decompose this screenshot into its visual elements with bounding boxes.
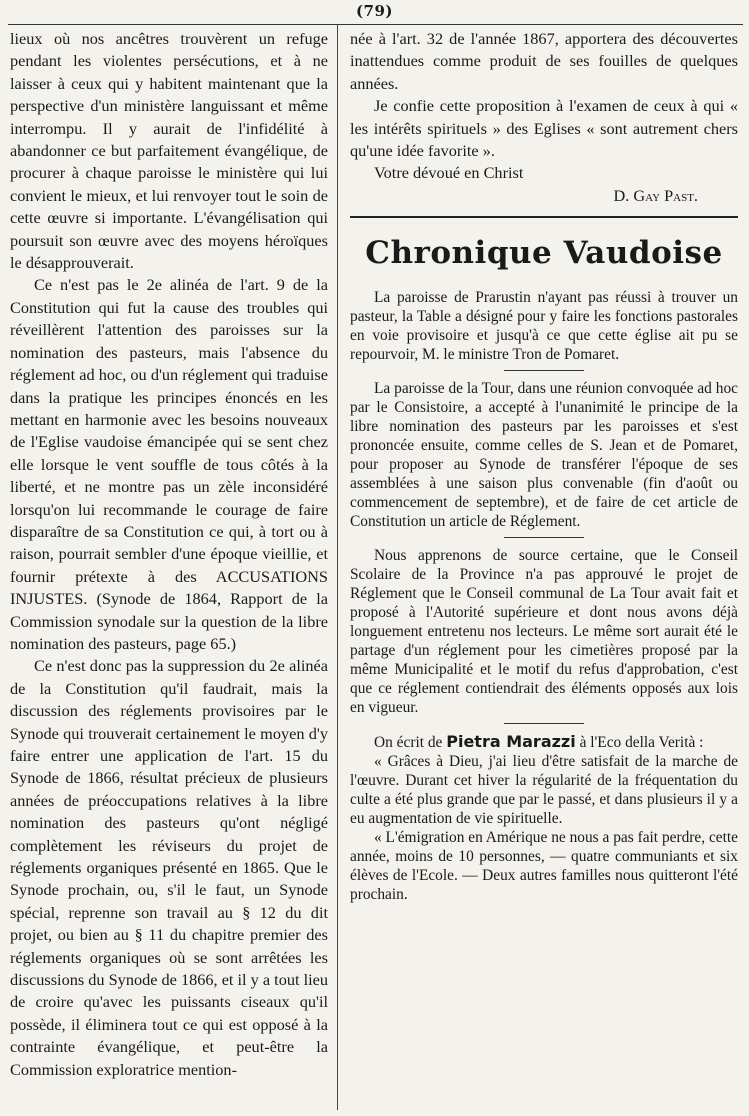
left-paragraph-3: Ce n'est donc pas la suppression du 2e alinéa de la Constitution qu'il faudrait, mais la discussion des réglements provisoires par le Synode qui trouverait certainement le moyen d'y faire entrer une application de l'art. 15 du Synode de 1866, résultat précieux de plusieurs années de préoccupations relatives à la libre nomination des pasteurs qu'ont négligé complètement les réviseurs du projet de réglements organiques présenté en 1865. Que le Synode prochain, ou, s'il le faut, un Synode spécial, reprenne son travail au § 12 du dit projet, ou bien au § 11 du chapitre premier des réglements organiques où se sont arrêtées les discussions du Synode de 1866, et il y a tout lieu de croire qu'avec les puissants ciseaux qu'il possède, il éliminera tout ce qui est opposé à la contrainte évangélique, et peut-être la Commission exploratrice mention- (10, 656, 328, 1079)
separator-rule (504, 370, 584, 371)
news-item-la-tour: La paroisse de la Tour, dans une réunion convoquée ad hoc par le Consistoire, a accepté à l'unanimité le principe de la libre nomination des pasteurs par les paroisses et s'est prononcée ensuite, comme celles de S. Jean et de Pomaret, pour proposer au Synode de transférer l'époque de ses assemblées à une saison plus convenable (fin d'août ou commencement de septembre), et de faire de cet article de Constitution un article de Réglement. (350, 380, 738, 531)
quote-paragraph-1: « Grâces à Dieu, j'ai lieu d'être satisfait de la marche de l'œuvre. Durant cet hiver la régularité de la fréquentation du culte a été plus grande que par le passé, et dans plusieurs il y a eu augmentation de vie spirituelle. (350, 753, 738, 828)
news-item-prarustin: La paroisse de Prarustin n'ayant pas réussi à trouver un pasteur, la Table a désigné pour y faire les fonctions pastorales en voie provisoire et jusqu'à ce que cette église ait pu se repourvoir, M. le ministre Tron de Pomaret. (350, 289, 738, 364)
closing-salutation: Votre dévoué en Christ (374, 163, 524, 183)
intro-text: On écrit de (374, 734, 443, 752)
signature: D. Gay Past. (613, 185, 698, 205)
separator-rule (504, 723, 584, 724)
news-item-pietra-marazzi-intro (350, 732, 738, 752)
place-name: Pietra Marazzi (446, 732, 576, 752)
left-column (10, 28, 328, 1081)
left-paragraph-1: lieux où nos ancêtres trouvèrent un refuge pendant les violentes persécutions, et à ne laisser à ceux qui y habitent maintenant que la perspective d'un ministère languissant et même interrompu. Il y aurait de l'infidélité à abandonner ce but parfaitement évangélique, de procurer à chaque paroisse le ministère qui lui convient le mieux, et lui renvoyer tout le soin de cette œuvre si importante. L'évangélisation qui poursuit son œuvre avec des moyens héroïques le désapprouverait. (10, 29, 328, 273)
left-paragraph-2: Ce n'est pas le 2e alinéa de l'art. 9 de la Constitution qui fut la cause des troubles qui réveillèrent l'attention des paroisses sur la nomination des pasteurs, mais l'absence du réglement ad hoc, ou d'un réglement qui traduise dans la pratique les principes énoncés en les mettant en harmonie avec les besoins nouveaux de l'Eglise vaudoise émancipée qui se sent chez elle lorsque le vent souffle de tous côtés à la liberté, et ne montre pas un zèle inconsidéré lorsqu'on lui recommande le courage de faire disparaître de sa Constitution ce qui, à tort ou à raison, pourrait sembler d'une époque vieillie, et fournir prétexte à des ACCUSATIONS INJUSTES. (Synode de 1864, Rapport de la Commission synodale sur la question de la libre nomination des pasteurs, page 65.) (10, 275, 328, 653)
header-rule (8, 24, 743, 25)
section-masthead: Chronique Vaudoise (350, 216, 738, 270)
news-item-conseil-scolaire: Nous apprenons de source certaine, que le Conseil Scolaire de la Province n'a pas approuvé le projet de Réglement que le Conseil communal de La Tour avait fait et proposé à l'Autorité supérieure et dont nous avons déjà longuement entretenu nos lecteurs. Le même sort aurait été le partage d'un réglement pour les cimetières proposé par la même Municipalité et le motif du refus d'approbation, c'est que ce réglement contiendrait des éléments opposés aux lois en vigueur. (350, 547, 738, 717)
right-paragraph-1: née à l'art. 32 de l'année 1867, apportera des découvertes inattendues comme produit de ses fouilles de quelques années. (350, 29, 738, 93)
separator-rule (504, 537, 584, 538)
quote-paragraph-2: « L'émigration en Amérique ne nous a pas fait perdre, cette année, moins de 10 personnes, — quatre communiants et six élèves de l'Ecole. — Deux autres familles nous quitteront l'été prochain. (350, 829, 738, 904)
right-column (350, 28, 738, 904)
column-divider (337, 24, 338, 1110)
page-number: (79) (355, 2, 394, 20)
right-paragraph-2: Je confie cette proposition à l'examen de ceux à qui « les intérêts spirituels » des Eglises « sont autrement chers qu'une idée favorite ». (350, 96, 738, 161)
intro-rest: à l'Eco della Verità : (579, 734, 704, 752)
